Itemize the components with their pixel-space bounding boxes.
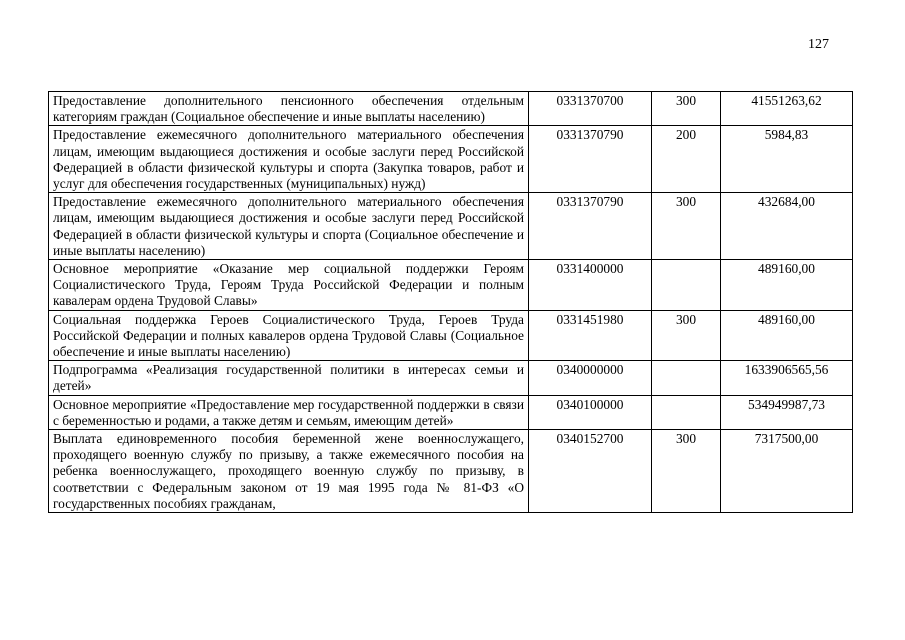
row-code: 0340000000	[529, 361, 652, 395]
row-code: 0331370790	[529, 193, 652, 260]
row-code: 0331400000	[529, 260, 652, 311]
row-expense-type: 300	[652, 430, 721, 513]
row-name: Подпрограмма «Реализация государственной политики в интересах семьи и детей»	[49, 361, 529, 395]
row-expense-type: 300	[652, 310, 721, 361]
table-row	[49, 310, 853, 361]
row-name: Выплата единовременного пособия беременной жене военнослужащего, проходящего военную службу по призыву, а также ежемесячного пособия на ребенка военнослужащего, проходящего военную службу по призыву, в соответствии с Федеральным законом от 19 мая 1995 года № 81-ФЗ «О государственных пособиях гражданам,	[49, 430, 529, 513]
row-code: 0340100000	[529, 395, 652, 429]
row-name: Основное мероприятие «Оказание мер социальной поддержки Героям Социалистического Труда, Героям Труда Российской Федерации и полным кавалерам ордена Трудовой Славы»	[49, 260, 529, 311]
page-number: 127	[808, 37, 829, 52]
row-expense-type: 300	[652, 92, 721, 126]
row-amount: 534949987,73	[721, 395, 853, 429]
row-name: Предоставление ежемесячного дополнительного материального обеспечения лицам, имеющим выдающиеся достижения и особые заслуги перед Российской Федерацией в области физической культуры и спорта (Социальное обеспечение и иные выплаты населению)	[49, 193, 529, 260]
row-expense-type	[652, 260, 721, 311]
row-name: Предоставление дополнительного пенсионного обеспечения отдельным категориям граждан (Социальное обеспечение и иные выплаты населению)	[49, 92, 529, 126]
budget-table	[48, 91, 853, 513]
row-amount: 5984,83	[721, 126, 853, 193]
row-expense-type	[652, 361, 721, 395]
row-expense-type	[652, 395, 721, 429]
row-code: 0331370790	[529, 126, 652, 193]
row-amount: 489160,00	[721, 260, 853, 311]
row-expense-type: 200	[652, 126, 721, 193]
table-row	[49, 126, 853, 193]
table-row	[49, 193, 853, 260]
table-row	[49, 430, 853, 513]
table-row	[49, 395, 853, 429]
row-name: Социальная поддержка Героев Социалистического Труда, Героев Труда Российской Федерации и полных кавалеров ордена Трудовой Славы (Социальное обеспечение и иные выплаты населению)	[49, 310, 529, 361]
table-row	[49, 361, 853, 395]
row-code: 0340152700	[529, 430, 652, 513]
row-amount: 489160,00	[721, 310, 853, 361]
table-row	[49, 260, 853, 311]
row-amount: 432684,00	[721, 193, 853, 260]
row-expense-type: 300	[652, 193, 721, 260]
row-name: Предоставление ежемесячного дополнительного материального обеспечения лицам, имеющим выдающиеся достижения и особые заслуги перед Российской Федерацией в области физической культуры и спорта (Закупка товаров, работ и услуг для обеспечения государственных (муниципальных) нужд)	[49, 126, 529, 193]
row-code: 0331451980	[529, 310, 652, 361]
row-amount: 41551263,62	[721, 92, 853, 126]
row-name: Основное мероприятие «Предоставление мер государственной поддержки в связи с беременностью и родами, а также детям и семьям, имеющим детей»	[49, 395, 529, 429]
row-code: 0331370700	[529, 92, 652, 126]
table-row	[49, 92, 853, 126]
row-amount: 7317500,00	[721, 430, 853, 513]
row-amount: 1633906565,56	[721, 361, 853, 395]
